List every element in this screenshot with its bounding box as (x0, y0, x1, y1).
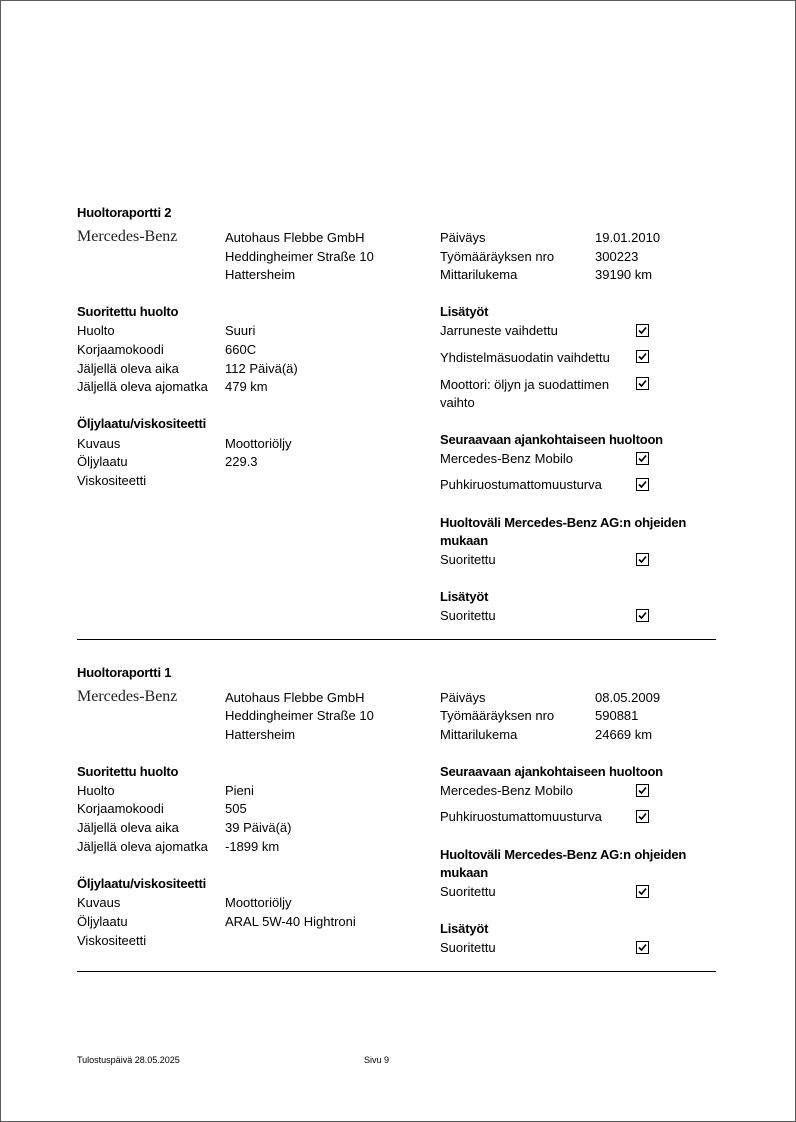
interval-item: Suoritettu (440, 552, 496, 567)
divider (77, 639, 716, 640)
brand-logo-text: Mercedes-Benz (77, 688, 178, 705)
dealer-city: Hattersheim (225, 727, 296, 742)
print-date: Tulostuspäivä 28.05.2025 (77, 1055, 180, 1065)
oil-description-value: Moottoriöljy (225, 895, 292, 910)
work-order-value: 300223 (595, 249, 639, 264)
checkbox-checked-icon (636, 784, 649, 797)
date-value: 08.05.2009 (595, 690, 661, 705)
interval-item: Suoritettu (440, 884, 496, 899)
extra-work-heading: Lisätyöt (440, 304, 489, 319)
interval-heading: Huoltoväli Mercedes-Benz AG:n ohjeiden mukaan (440, 847, 687, 880)
remaining-distance-value: 479 km (225, 379, 268, 394)
extra-item-engine-oil: Moottori: öljyn ja suodattimen vaihto (440, 377, 610, 410)
checkbox-checked-icon (636, 609, 649, 622)
dealer-name: Autohaus Flebbe GmbH (225, 230, 365, 245)
next-item-mobilo: Mercedes-Benz Mobilo (440, 783, 573, 798)
service-type-label: Huolto (77, 783, 115, 798)
report-title: Huoltoraportti 1 (77, 665, 172, 680)
oil-quality-label: Öljylaatu (77, 454, 128, 469)
remaining-time-label: Jäljellä oleva aika (77, 361, 179, 376)
report-title: Huoltoraportti 2 (77, 205, 172, 220)
remaining-time-value: 39 Päivä(ä) (225, 820, 292, 835)
oil-quality-value: ARAL 5W-40 Hightroni (225, 914, 356, 929)
service-heading: Suoritettu huolto (77, 764, 179, 779)
extra-item-combined-filter: Yhdistelmäsuodatin vaihdettu (440, 350, 610, 365)
oil-heading: Öljylaatu/viskositeetti (77, 876, 207, 891)
checkbox-checked-icon (636, 377, 649, 390)
workshop-code-value: 505 (225, 801, 247, 816)
dealer-name: Autohaus Flebbe GmbH (225, 690, 365, 705)
dealer-street: Heddingheimer Straße 10 (225, 249, 374, 264)
remaining-time-value: 112 Päivä(ä) (225, 361, 298, 376)
viscosity-label: Viskositeetti (77, 933, 147, 948)
checkbox-checked-icon (636, 324, 649, 337)
remaining-distance-label: Jäljellä oleva ajomatka (77, 839, 208, 854)
workshop-code-value: 660C (225, 342, 257, 357)
work-order-label: Työmääräyksen nro (440, 249, 555, 264)
works-heading: Lisätyöt (440, 921, 489, 936)
checkbox-checked-icon (636, 478, 649, 491)
next-item-rust-warranty: Puhkiruostumattomuusturva (440, 477, 602, 492)
dealer-street: Heddingheimer Straße 10 (225, 708, 374, 723)
checkbox-checked-icon (636, 885, 649, 898)
oil-heading: Öljylaatu/viskositeetti (77, 416, 207, 431)
checkbox-checked-icon (636, 553, 649, 566)
date-value: 19.01.2010 (595, 230, 661, 245)
service-type-value: Suuri (225, 323, 256, 338)
checkbox-checked-icon (636, 941, 649, 954)
odometer-value: 24669 km (595, 727, 653, 742)
checkbox-checked-icon (636, 810, 649, 823)
workshop-code-label: Korjaamokoodi (77, 801, 164, 816)
dealer-city: Hattersheim (225, 267, 296, 282)
oil-quality-label: Öljylaatu (77, 914, 128, 929)
interval-heading: Huoltoväli Mercedes-Benz AG:n ohjeiden mukaan (440, 515, 687, 548)
odometer-value: 39190 km (595, 267, 653, 282)
works-heading: Lisätyöt (440, 589, 489, 604)
divider (77, 971, 716, 972)
next-service-heading: Seuraavaan ajankohtaiseen huoltoon (440, 432, 663, 447)
date-label: Päiväys (440, 690, 486, 705)
next-service-heading: Seuraavaan ajankohtaiseen huoltoon (440, 764, 663, 779)
service-heading: Suoritettu huolto (77, 304, 179, 319)
work-order-value: 590881 (595, 708, 639, 723)
brand-logo-text: Mercedes-Benz (77, 228, 178, 245)
viscosity-label: Viskositeetti (77, 473, 147, 488)
checkbox-checked-icon (636, 452, 649, 465)
page-number: Sivu 9 (364, 1055, 390, 1065)
extra-item-brake-fluid: Jarruneste vaihdettu (440, 323, 558, 338)
odometer-label: Mittarilukema (440, 267, 518, 282)
remaining-distance-label: Jäljellä oleva ajomatka (77, 379, 208, 394)
work-order-label: Työmääräyksen nro (440, 708, 555, 723)
oil-quality-value: 229.3 (225, 454, 258, 469)
remaining-time-label: Jäljellä oleva aika (77, 820, 179, 835)
service-type-value: Pieni (225, 783, 254, 798)
workshop-code-label: Korjaamokoodi (77, 342, 164, 357)
remaining-distance-value: -1899 km (225, 839, 280, 854)
oil-description-value: Moottoriöljy (225, 436, 292, 451)
checkbox-checked-icon (636, 350, 649, 363)
works-item: Suoritettu (440, 940, 496, 955)
works-item: Suoritettu (440, 608, 496, 623)
odometer-label: Mittarilukema (440, 727, 518, 742)
next-item-rust-warranty: Puhkiruostumattomuusturva (440, 809, 602, 824)
next-item-mobilo: Mercedes-Benz Mobilo (440, 451, 573, 466)
service-type-label: Huolto (77, 323, 115, 338)
oil-description-label: Kuvaus (77, 895, 121, 910)
date-label: Päiväys (440, 230, 486, 245)
oil-description-label: Kuvaus (77, 436, 121, 451)
